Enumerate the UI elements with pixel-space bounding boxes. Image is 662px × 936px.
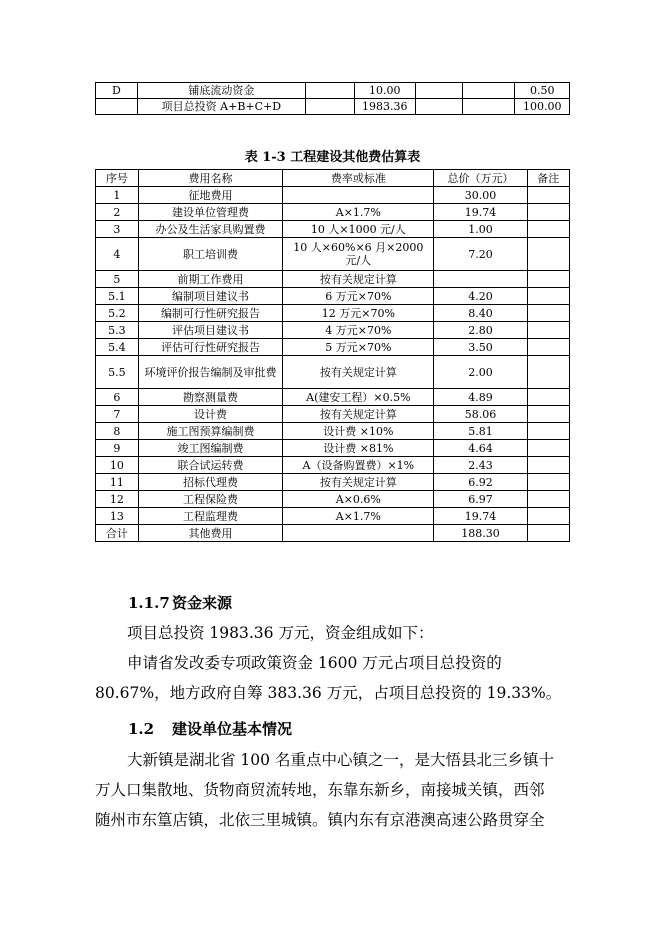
table-cell: 4 (96, 238, 139, 271)
table-cell (527, 356, 569, 389)
section-title: 建设单位基本情况 (172, 720, 293, 738)
table-cell: 其他费用 (138, 525, 282, 542)
table-cell: 10.00 (355, 83, 416, 99)
table-cell: 5 万元×70% (283, 339, 434, 356)
table-cell: 0.50 (515, 83, 570, 99)
text-line: 万人口集散地、货物商贸流转地，东靠东新乡，南接城关镇，西邻 (95, 781, 545, 799)
table-row (96, 339, 570, 356)
table-cell: A×0.6% (283, 491, 434, 508)
table-cell (462, 83, 515, 99)
table-cell: 联合试运转费 (138, 457, 282, 474)
table-row (96, 83, 570, 99)
column-header: 序号 (96, 170, 139, 187)
table-row (96, 204, 570, 221)
table-cell (306, 83, 355, 99)
table-cell (527, 491, 569, 508)
text-line: 80.67%，地方政府自筹 383.36 万元，占项目总投资的 19.33%。 (95, 684, 562, 702)
table-cell: 编制可行性研究报告 (138, 305, 282, 322)
text-line: 申请省发改委专项政策资金 1600 万元占项目总投资的 (127, 654, 502, 672)
table-cell: 100.00 (515, 99, 570, 115)
table-row (96, 271, 570, 288)
table-cell (527, 238, 569, 271)
table-row (96, 423, 570, 440)
table-cell: 8.40 (434, 305, 527, 322)
table-cell: 19.74 (434, 204, 527, 221)
table-row (96, 238, 570, 271)
table-cell (527, 474, 569, 491)
table-cell: 3 (96, 221, 139, 238)
table-cell (527, 288, 569, 305)
table-cell (527, 525, 569, 542)
table-cell: 前期工作费用 (138, 271, 282, 288)
builder-paragraph (95, 745, 565, 835)
table-cell: A×1.7% (283, 204, 434, 221)
table-row (96, 406, 570, 423)
table-cell: 勘察测量费 (138, 389, 282, 406)
table-cell: 职工培训费 (138, 238, 282, 271)
investment-summary-table (95, 82, 570, 115)
text-line: 大新镇是湖北省 100 名重点中心镇之一，是大悟县北三乡镇十 (127, 751, 554, 769)
table-cell (527, 423, 569, 440)
table-cell: 2.43 (434, 457, 527, 474)
table-cell: 4.20 (434, 288, 527, 305)
table-cell (527, 271, 569, 288)
table-cell: 10 人×60%×6 月×2000 元/人 (283, 238, 434, 271)
table-row (96, 356, 570, 389)
table-cell (527, 339, 569, 356)
table-cell: 征地费用 (138, 187, 282, 204)
column-header: 费率或标准 (283, 170, 434, 187)
table-cell: 8 (96, 423, 139, 440)
table-cell: 6 万元×70% (283, 288, 434, 305)
table-cell: 合计 (96, 525, 139, 542)
table-cell: 4.89 (434, 389, 527, 406)
table-cell (96, 99, 138, 115)
table-cell: 铺底流动资金 (137, 83, 305, 99)
section-number: 1.2 (128, 720, 155, 738)
column-header: 费用名称 (138, 170, 282, 187)
table-cell: 竣工图编制费 (138, 440, 282, 457)
table-cell: 按有关规定计算 (283, 271, 434, 288)
table-cell: 评估可行性研究报告 (138, 339, 282, 356)
table-cell: 10 (96, 457, 139, 474)
table-cell: 58.06 (434, 406, 527, 423)
table-cell: 工程监理费 (138, 508, 282, 525)
table-cell: 12 (96, 491, 139, 508)
table-cell (415, 83, 462, 99)
table-cell: 5.81 (434, 423, 527, 440)
table-cell: 招标代理费 (138, 474, 282, 491)
table-row (96, 389, 570, 406)
table-cell (462, 99, 515, 115)
table-cell (527, 187, 569, 204)
table-cell: 5 (96, 271, 139, 288)
column-header: 总价（万元） (434, 170, 527, 187)
table-cell: 建设单位管理费 (138, 204, 282, 221)
table-cell: 设计费 ×81% (283, 440, 434, 457)
table-row (96, 440, 570, 457)
table-cell: 5.1 (96, 288, 139, 305)
table-cell: 施工图预算编制费 (138, 423, 282, 440)
table-row (96, 491, 570, 508)
table-cell (527, 204, 569, 221)
table-cell: 项目总投资 A+B+C+D (137, 99, 305, 115)
table-cell: 环境评价报告编制及审批费 (138, 356, 282, 389)
table-caption: 表 1-3 工程建设其他费估算表 (244, 150, 421, 165)
table-cell: 7 (96, 406, 139, 423)
table-cell: 编制项目建议书 (138, 288, 282, 305)
table-cell: 4.64 (434, 440, 527, 457)
table-row (96, 221, 570, 238)
table-cell: 3.50 (434, 339, 527, 356)
table-cell (527, 508, 569, 525)
section-heading-funding (128, 592, 232, 613)
funding-paragraph (95, 618, 565, 708)
table-cell (283, 187, 434, 204)
table-row (96, 99, 570, 115)
table-cell: 4 万元×70% (283, 322, 434, 339)
table-cell: 5.5 (96, 356, 139, 389)
table-row (96, 508, 570, 525)
table-cell: 6.97 (434, 491, 527, 508)
table-cell (415, 99, 462, 115)
section-number: 1.1.7 (128, 594, 170, 612)
table-cell: 2 (96, 204, 139, 221)
table-cell: 按有关规定计算 (283, 406, 434, 423)
table-row (96, 288, 570, 305)
table-cell: 188.30 (434, 525, 527, 542)
table-cell: 9 (96, 440, 139, 457)
table-cell: 1983.36 (355, 99, 416, 115)
table-cell: 5.4 (96, 339, 139, 356)
table-cell: 2.80 (434, 322, 527, 339)
table-cell: 6.92 (434, 474, 527, 491)
table-cell: 12 万元×70% (283, 305, 434, 322)
table-cell: 按有关规定计算 (283, 474, 434, 491)
table-cell: 7.20 (434, 238, 527, 271)
table-cell: 设计费 (138, 406, 282, 423)
column-header: 备注 (527, 170, 569, 187)
text-line: 项目总投资 1983.36 万元，资金组成如下： (127, 624, 434, 642)
text-line: 随州市东篁店镇，北依三里城镇。镇内东有京港澳高速公路贯穿全 (95, 811, 545, 829)
table-cell: A（设备购置费）×1% (283, 457, 434, 474)
table-cell: 工程保险费 (138, 491, 282, 508)
table-header-row (96, 170, 570, 187)
table-cell: A×1.7% (283, 508, 434, 525)
table-cell: 10 人×1000 元/人 (283, 221, 434, 238)
table-cell: 按有关规定计算 (283, 356, 434, 389)
table-cell (527, 406, 569, 423)
table-cell: D (96, 83, 138, 99)
table-cell: 19.74 (434, 508, 527, 525)
table-cell: 1.00 (434, 221, 527, 238)
table-cell: 5.3 (96, 322, 139, 339)
table-cell: 13 (96, 508, 139, 525)
section-heading-builder (128, 718, 292, 739)
table-cell: 30.00 (434, 187, 527, 204)
table-cell (434, 271, 527, 288)
section-title: 资金来源 (172, 594, 233, 612)
table-cell: 办公及生活家具购置费 (138, 221, 282, 238)
table-cell (527, 389, 569, 406)
table-cell: 11 (96, 474, 139, 491)
table-cell (527, 440, 569, 457)
table-cell: 1 (96, 187, 139, 204)
table-cell (306, 99, 355, 115)
table-cell: 6 (96, 389, 139, 406)
table-cell (283, 525, 434, 542)
table-cell: 5.2 (96, 305, 139, 322)
table-row (96, 305, 570, 322)
table-row (96, 474, 570, 491)
table-row (96, 525, 570, 542)
table-row (96, 457, 570, 474)
table-cell (527, 322, 569, 339)
other-fees-table (95, 169, 570, 542)
table-cell: 评估项目建议书 (138, 322, 282, 339)
table-row (96, 187, 570, 204)
table-cell (527, 305, 569, 322)
fee-table-body (96, 187, 570, 542)
table-cell: 设计费 ×10% (283, 423, 434, 440)
table-cell: 2.00 (434, 356, 527, 389)
table-cell (527, 221, 569, 238)
table-cell (527, 457, 569, 474)
table-row (96, 322, 570, 339)
table-cell: A(建安工程）×0.5% (283, 389, 434, 406)
